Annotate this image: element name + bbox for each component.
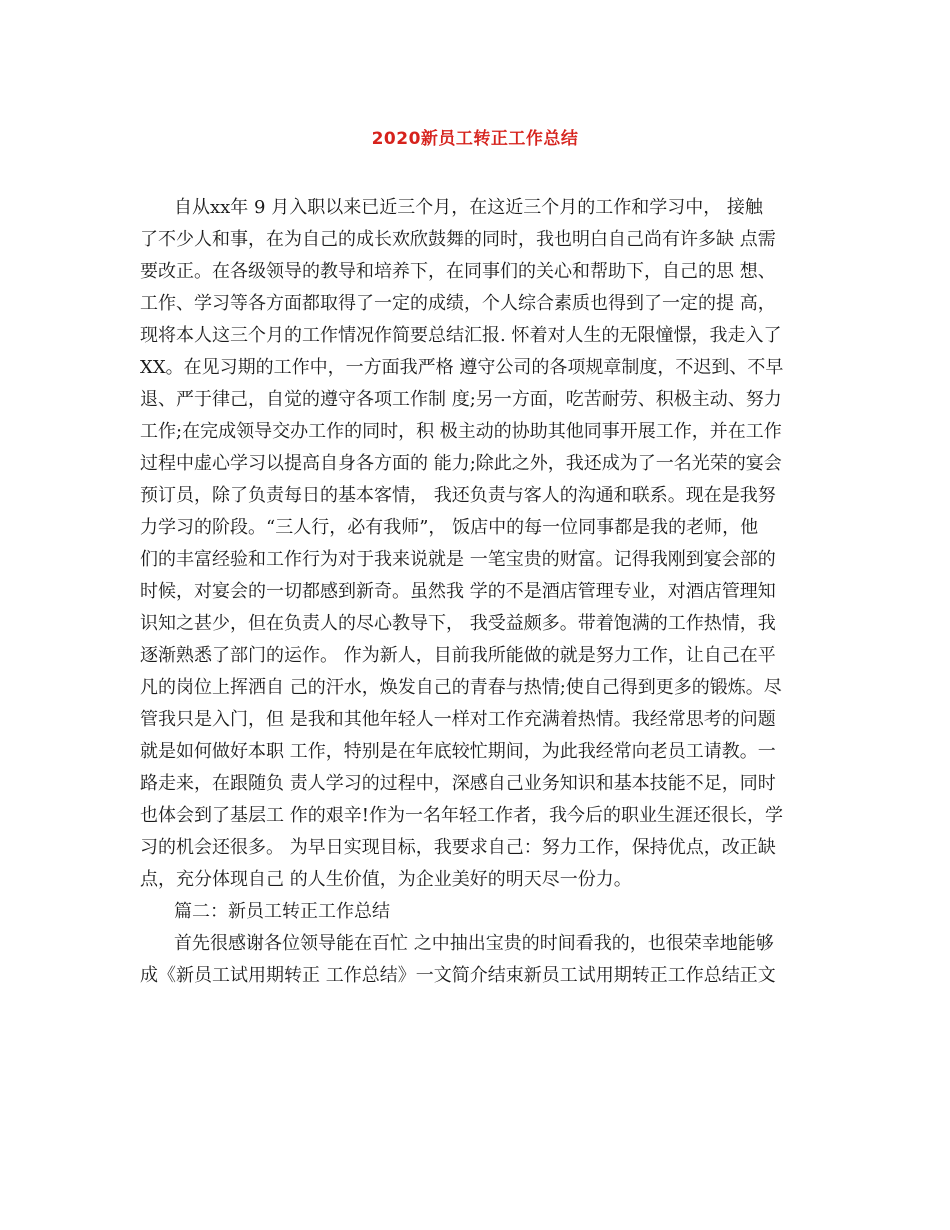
text-line: 路走来，在跟随负 责人学习的过程中，深感自己业务知识和基本技能不足，同时 <box>140 773 776 794</box>
text-line: 习的机会还很多。 为早日实现目标，我要求自己：努力工作，保持优点，改正缺 <box>140 837 776 858</box>
text-line: XX。在见习期的工作中，一方面我严格 遵守公司的各项规章制度，不迟到、不早 <box>140 357 784 378</box>
section-heading: 篇二：新员工转正工作总结 <box>174 901 390 922</box>
text-line: 工作;在完成领导交办工作的同时，积 极主动的协助其他同事开展工作，并在工作 <box>140 421 782 442</box>
text-line: 现将本人这三个月的工作情况作简要总结汇报. 怀着对人生的无限憧憬，我走入了 <box>140 325 782 346</box>
text-line: 识知之甚少，但在负责人的尽心教导下， 我受益颇多。带着饱满的工作热情，我 <box>140 613 776 634</box>
text-line: 首先很感谢各位领导能在百忙 之中抽出宝贵的时间看我的，也很荣幸地能够 <box>174 933 774 954</box>
text-line: 逐渐熟悉了部门的运作。 作为新人，目前我所能做的就是努力工作，让自己在平 <box>140 645 776 666</box>
text-line: 退、严于律己，自觉的遵守各项工作制 度;另一方面，吃苦耐劳、积极主动、努力 <box>140 389 782 410</box>
text-line: 过程中虚心学习以提高自身各方面的 能力;除此之外，我还成为了一名光荣的宴会 <box>140 453 782 474</box>
text-line: 们的丰富经验和工作行为对于我来说就是 一笔宝贵的财富。记得我刚到宴会部的 <box>140 549 776 570</box>
text-line: 自从xx年 9 月入职以来已近三个月，在这近三个月的工作和学习中， 接触 <box>174 197 763 218</box>
text-line: 也体会到了基层工 作的艰辛!作为一名年轻工作者，我今后的职业生涯还很长，学 <box>140 805 783 826</box>
text-line: 要改正。在各级领导的教导和培养下，在同事们的关心和帮助下，自己的思 想、 <box>140 261 776 282</box>
document-title: 2020新员工转正工作总结 <box>371 129 579 149</box>
text-line: 点，充分体现自己 的人生价值，为企业美好的明天尽一份力。 <box>140 869 632 890</box>
text-line: 管我只是入门，但 是我和其他年轻人一样对工作充满着热情。我经常思考的问题 <box>140 709 776 730</box>
text-line: 成《新员工试用期转正 工作总结》一文简介结束新员工试用期转正工作总结正文 <box>140 965 776 986</box>
text-line: 预订员，除了负责每日的基本客情， 我还负责与客人的沟通和联系。现在是我努 <box>140 485 776 506</box>
text-line: 凡的岗位上挥洒自 己的汗水，焕发自己的青春与热情;使自己得到更多的锻炼。尽 <box>140 677 782 698</box>
text-line: 力学习的阶段。“三人行，必有我师”， 饭店中的每一位同事都是我的老师，他 <box>140 517 759 538</box>
document-body <box>140 192 820 992</box>
text-line: 时候，对宴会的一切都感到新奇。虽然我 学的不是酒店管理专业，对酒店管理知 <box>140 581 776 602</box>
text-line: 就是如何做好本职 工作，特别是在年底较忙期间，为此我经常向老员工请教。一 <box>140 741 776 762</box>
text-line: 了不少人和事，在为自己的成长欢欣鼓舞的同时，我也明白自己尚有许多缺 点需 <box>140 229 776 250</box>
text-line: 工作、学习等各方面都取得了一定的成绩，个人综合素质也得到了一定的提 高， <box>140 293 776 314</box>
